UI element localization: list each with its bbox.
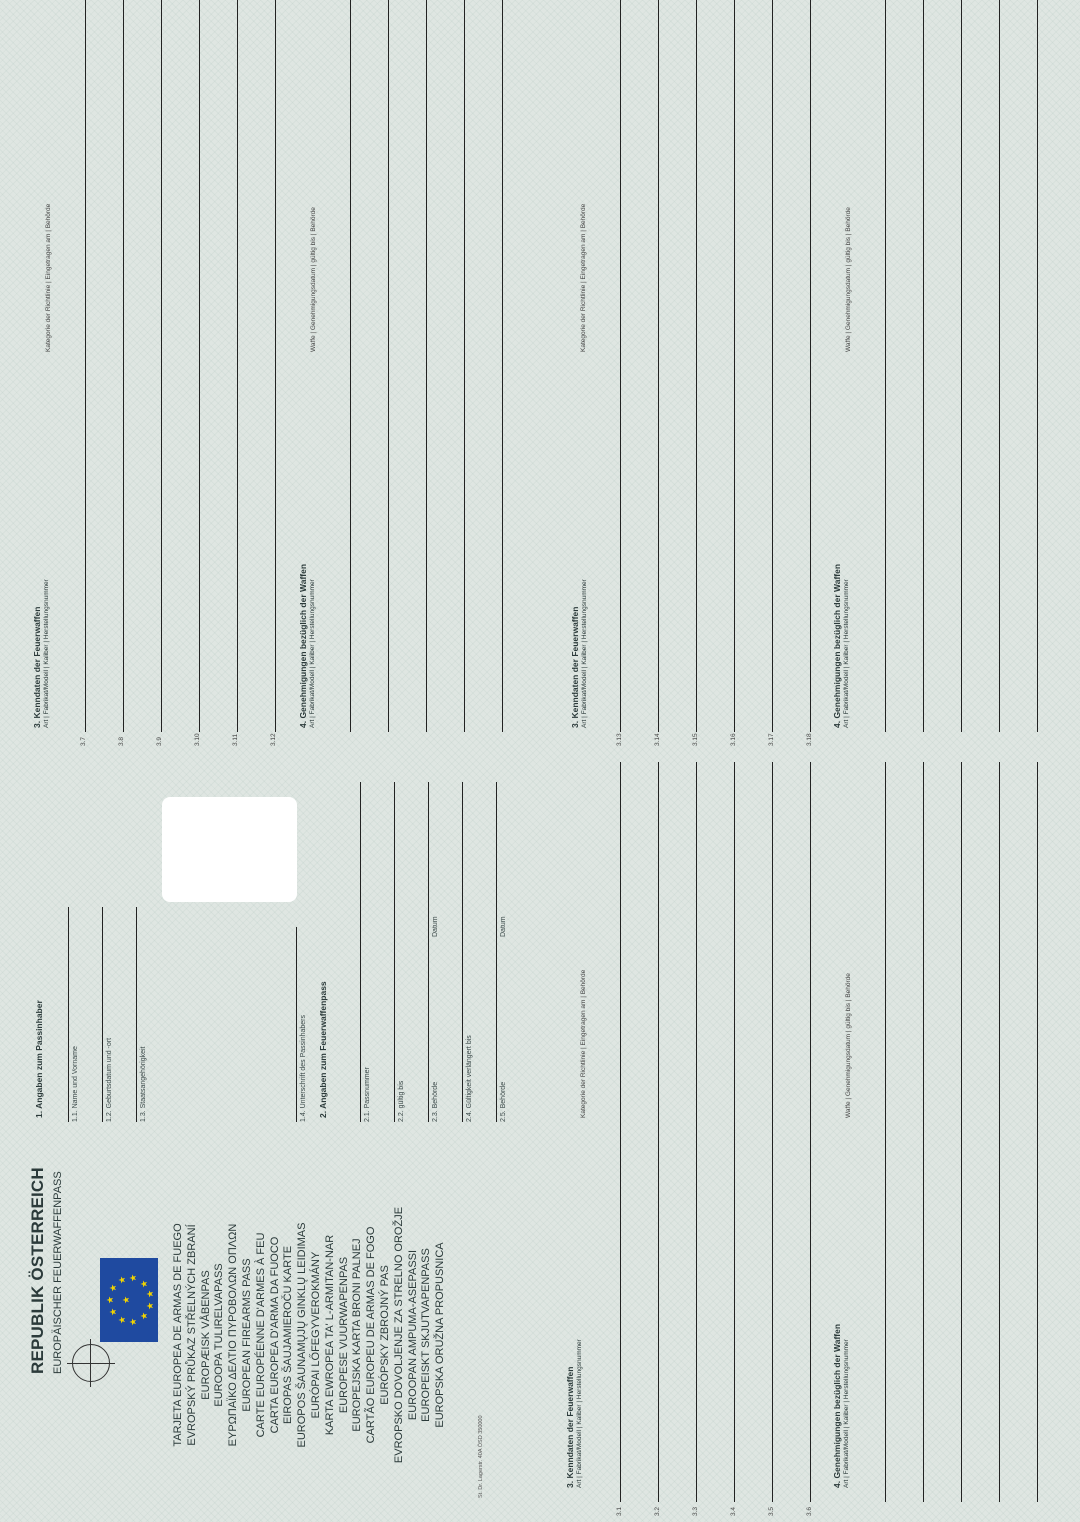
permits-right-header-b: Waffe | Genehmigungsdatum | gültig bis | Behörde — [845, 207, 852, 352]
nationality-label: 1.3. Staatsangehörigkeit — [140, 1046, 147, 1122]
entry-line-3-12[interactable] — [275, 0, 276, 732]
permits-right-header-a: Waffe | Genehmigungsdatum | gültig bis | Behörde — [310, 207, 317, 352]
passnummer-label: 2.1. Passnummer — [364, 1067, 371, 1122]
eu-flag-icon — [100, 1258, 158, 1342]
gueltig-label: 2.2. gültig bis — [398, 1080, 405, 1122]
verlaengert-label: 2.4. Gültigkeit verlängert bis — [466, 1035, 473, 1122]
passnummer-field[interactable] — [360, 782, 361, 1122]
datum-label-2: Datum — [500, 916, 507, 937]
permits-section-title-b — [832, 564, 850, 728]
language-line: EUROPÆISK VÅBENPAS — [199, 1270, 212, 1400]
row-number: 3.4 — [730, 1506, 737, 1516]
star-icon: ★ — [117, 1275, 127, 1284]
language-line: EUROPEAN FIREARMS PASS — [240, 1258, 253, 1412]
row-number: 3.15 — [692, 733, 699, 746]
row-number: 3.3 — [692, 1506, 699, 1516]
entry-line-3-3[interactable] — [696, 1142, 697, 1502]
star-icon: ★ — [139, 1311, 149, 1320]
row-number: 3.18 — [806, 733, 813, 746]
language-line: KARTA EWROPEA TA' L-ARMITAN-NAR — [323, 1234, 336, 1436]
entry-line-3-1-cont[interactable] — [620, 762, 621, 1142]
permits-title: 4. Genehmigungen bezüglich der Waffen — [832, 563, 842, 728]
entry-line-3-11[interactable] — [237, 0, 238, 732]
firearms-subtitle: Art | Fabrikat/Modell | Kaliber | Herstellungsnummer — [576, 1339, 583, 1488]
birth-label: 1.2. Geburtsdatum und -ort — [106, 1037, 113, 1122]
star-icon: ★ — [108, 1307, 118, 1316]
language-line: EVROPSKO DOVOLJENJE ZA STRELNO OROŽJE — [392, 1206, 405, 1464]
language-line: EUROPOS ŠAUNAMŲJŲ GINKLŲ LEIDIMAS — [296, 1222, 309, 1448]
row-number: 3.5 — [768, 1506, 775, 1516]
entry-line-3-9[interactable] — [161, 0, 162, 732]
entry-line-3-15[interactable] — [696, 0, 697, 732]
firearms-right-header-b: Kategorie der Richtlinie | Eingetragen am | Behörde — [580, 203, 587, 352]
entry-line-3-17[interactable] — [772, 0, 773, 732]
row-number: 3.12 — [270, 733, 277, 746]
firearms-section-title-b — [570, 579, 588, 728]
gueltig-field[interactable] — [394, 782, 395, 1122]
language-line: TARJETA EUROPEA DE ARMAS DE FUEGO — [172, 1223, 184, 1447]
permit-line[interactable] — [923, 0, 924, 732]
pass-section-title: 2. Angaben zum Feuerwaffenpass — [318, 981, 328, 1118]
star-icon: ★ — [128, 1317, 138, 1326]
entry-line-3-7[interactable] — [85, 0, 86, 732]
entry-line-3-6[interactable] — [810, 1142, 811, 1502]
language-line: EUROPESE VUURWAPENPAS — [337, 1256, 350, 1414]
datum-label: Datum — [432, 916, 439, 937]
permit-line[interactable] — [350, 0, 351, 732]
row-number: 3.11 — [232, 733, 239, 746]
language-line: EUROPSKA ORUŽNA PROPUSNICA — [434, 1242, 447, 1428]
row-number: 3.7 — [80, 736, 87, 746]
permit-line[interactable] — [1037, 1142, 1038, 1502]
permit-line[interactable] — [885, 0, 886, 732]
row-number: 3.2 — [654, 1506, 661, 1516]
entry-line-3-5-cont[interactable] — [772, 762, 773, 1142]
print-note: St. Dr. Lagerstr. 40A ÖSD 350000 — [478, 1415, 484, 1498]
permits-section-title — [832, 1324, 850, 1488]
entry-line-3-8[interactable] — [123, 0, 124, 732]
permits-section-title-a — [298, 564, 316, 728]
signature-label: 1.4. Unterschrift des Passinhabers — [300, 1015, 307, 1122]
permit-line-cont[interactable] — [1037, 762, 1038, 1142]
row-number: 3.16 — [730, 733, 737, 746]
firearms-right-header: Kategorie der Richtlinie | Eingetragen am | Behörde — [580, 969, 587, 1118]
star-icon: ★ — [145, 1301, 155, 1310]
language-line: EUROPEISKT SKJUTVAPENPASS — [420, 1248, 433, 1422]
firearms-title: 3. Kenndaten der Feuerwaffen — [570, 606, 580, 728]
permit-line[interactable] — [502, 0, 503, 732]
name-field[interactable] — [68, 907, 69, 1122]
firearms-section-title — [565, 1339, 583, 1488]
entry-line-3-13[interactable] — [620, 0, 621, 732]
entry-line-3-3-cont[interactable] — [696, 762, 697, 1142]
permit-line-cont[interactable] — [999, 762, 1000, 1142]
permit-line[interactable] — [999, 1142, 1000, 1502]
star-icon: ★ — [105, 1295, 115, 1304]
row-number: 3.6 — [806, 1506, 813, 1516]
firearms-subtitle: Art | Fabrikat/Modell | Kaliber | Herstellungsnummer — [43, 579, 50, 728]
entry-line-3-16[interactable] — [734, 0, 735, 732]
permit-line-cont[interactable] — [923, 762, 924, 1142]
nationality-field[interactable] — [136, 907, 137, 1122]
row-number: 3.13 — [616, 733, 623, 746]
permit-line[interactable] — [388, 0, 389, 732]
birth-field[interactable] — [102, 907, 103, 1122]
signature-field[interactable] — [296, 927, 297, 1122]
holder-panel — [0, 762, 1080, 1142]
star-icon: ★ — [121, 1295, 131, 1304]
permit-line[interactable] — [885, 1142, 886, 1502]
entry-line-3-6-cont[interactable] — [810, 762, 811, 1142]
holder-section-title: 1. Angaben zum Passinhaber — [34, 1000, 44, 1118]
entry-line-3-18[interactable] — [810, 0, 811, 732]
star-icon: ★ — [145, 1289, 155, 1298]
permit-line[interactable] — [426, 0, 427, 732]
photo-area — [162, 797, 297, 902]
star-icon: ★ — [117, 1315, 127, 1324]
entry-line-3-2[interactable] — [658, 1142, 659, 1502]
star-icon: ★ — [128, 1273, 138, 1282]
language-line: EUROOPAN AMPUMA-ASEPASSI — [406, 1249, 419, 1421]
behoerde2-label: 2.5. Behörde — [500, 1081, 507, 1122]
row-number: 3.14 — [654, 733, 661, 746]
row-number: 3.8 — [118, 736, 125, 746]
entry-line-3-4[interactable] — [734, 1142, 735, 1502]
permit-line[interactable] — [961, 1142, 962, 1502]
behoerde-label: 2.3. Behörde — [432, 1081, 439, 1122]
entry-line-3-4-cont[interactable] — [734, 762, 735, 1142]
firearms-subtitle: Art | Fabrikat/Modell | Kaliber | Herstellungsnummer — [581, 579, 588, 728]
language-line: EURÓPAI LŐFEGYVEROKMÁNY — [309, 1251, 322, 1419]
language-line: CARTE EUROPÉENNE D'ARMES À FEU — [254, 1232, 267, 1438]
permits-subtitle: Art | Fabrikat/Modell | Kaliber | Herstellungsnummer — [843, 579, 850, 728]
name-label: 1.1. Name und Vorname — [72, 1046, 79, 1122]
language-line: EURÓPSKY ZBROJNÝ PAS — [378, 1265, 391, 1405]
row-number: 3.10 — [194, 733, 201, 746]
permit-line[interactable] — [464, 0, 465, 732]
entry-line-3-14[interactable] — [658, 0, 659, 732]
permits-title: 4. Genehmigungen bezüglich der Waffen — [832, 1323, 842, 1488]
firearms-panel-a — [0, 0, 1080, 752]
row-number: 3.9 — [156, 736, 163, 746]
behoerde2-field[interactable] — [496, 782, 497, 1122]
verlaengert-field[interactable] — [462, 782, 463, 1122]
pass-title: EUROPÄISCHER FEUERWAFFENPASS — [52, 1171, 64, 1374]
firearms-title: 3. Kenndaten der Feuerwaffen — [565, 1366, 575, 1488]
entry-line-3-10[interactable] — [199, 0, 200, 732]
permit-line[interactable] — [1037, 0, 1038, 732]
permit-line-cont[interactable] — [885, 762, 886, 1142]
firearms-section-title-a — [32, 579, 50, 728]
language-line: CARTÃO EUROPEU DE ARMAS DE FOGO — [365, 1226, 378, 1444]
entry-line-3-2-cont[interactable] — [658, 762, 659, 1142]
permits-right-header: Waffe | Genehmigungsdatum | gültig bis | Behörde — [845, 973, 852, 1118]
firearms-right-header-a: Kategorie der Richtlinie | Eingetragen am | Behörde — [45, 203, 52, 352]
star-icon: ★ — [108, 1283, 118, 1292]
permits-subtitle: Art | Fabrikat/Modell | Kaliber | Herstellungsnummer — [843, 1339, 850, 1488]
language-line: EVROPSKÝ PRŮKAZ STŘELNÝCH ZBRANÍ — [185, 1224, 198, 1446]
star-icon: ★ — [139, 1279, 149, 1288]
permit-line[interactable] — [923, 1142, 924, 1502]
behoerde-field[interactable] — [428, 782, 429, 1122]
crosshair-icon — [72, 1344, 110, 1382]
firearms-title: 3. Kenndaten der Feuerwaffen — [32, 606, 42, 728]
country-title: REPUBLIK ÖSTERREICH — [28, 1167, 47, 1374]
language-line: EUROOPA TULIRELVAPASS — [213, 1263, 226, 1407]
permit-line[interactable] — [999, 0, 1000, 732]
language-line: CARTA EUROPEA D'ARMA DA FUOCO — [268, 1236, 281, 1434]
row-number: 3.17 — [768, 733, 775, 746]
language-line: EIROPAS ŠAUJAMIEROČU KARTE — [282, 1245, 295, 1425]
permits-title: 4. Genehmigungen bezüglich der Waffen — [298, 563, 308, 728]
permit-line-cont[interactable] — [961, 762, 962, 1142]
language-list — [172, 1170, 448, 1500]
row-number: 3.1 — [616, 1506, 623, 1516]
language-line: ΕΥΡΩΠΑΪΚΟ ΔΕΛΤΙΟ ΠΥΡΟΒΟΛΩΝ ΟΠΛΩΝ — [227, 1223, 240, 1447]
entry-line-3-1[interactable] — [620, 1142, 621, 1502]
entry-line-3-5[interactable] — [772, 1142, 773, 1502]
permits-subtitle: Art | Fabrikat/Modell | Kaliber | Herstellungsnummer — [309, 579, 316, 728]
cover-panel — [0, 1142, 1080, 1522]
language-line: EUROPEJSKA KARTA BRONI PALNEJ — [351, 1238, 364, 1432]
permit-line[interactable] — [961, 0, 962, 732]
